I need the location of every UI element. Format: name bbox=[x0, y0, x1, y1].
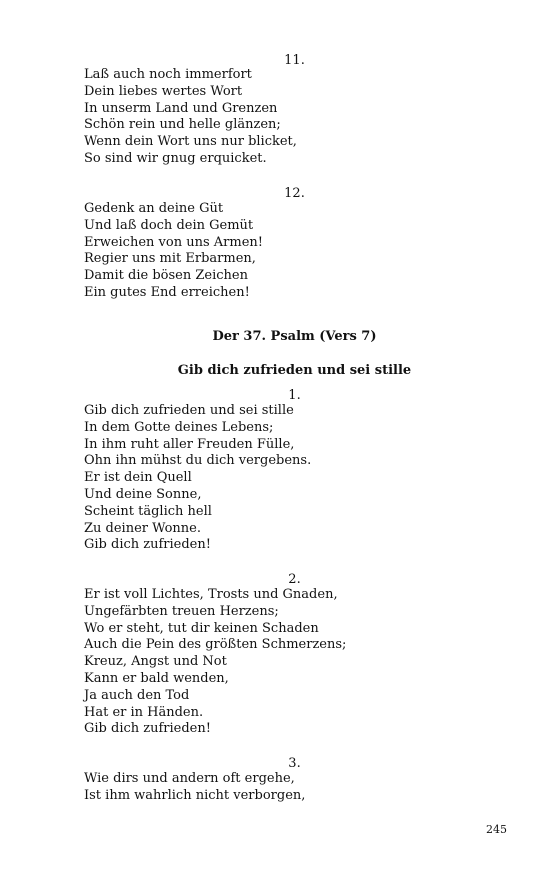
stanza-number: 11. bbox=[284, 53, 305, 68]
verse-line: Er ist voll Lichtes, Trosts und Gnaden, bbox=[84, 587, 338, 602]
stanza-number: 12. bbox=[284, 186, 305, 201]
verse-line: Scheint täglich hell bbox=[84, 503, 212, 519]
stanza-number: 1. bbox=[288, 388, 301, 403]
stanza-number: 3. bbox=[288, 756, 301, 771]
verse-line: Wie dirs und andern oft ergehe, bbox=[84, 771, 295, 786]
verse-line: Ist ihm wahrlich nicht verborgen, bbox=[84, 787, 306, 803]
verse-line: In unserm Land und Grenzen bbox=[84, 100, 278, 116]
verse-line: Gib dich zufrieden und sei stille bbox=[84, 403, 294, 418]
verse-line: Gib dich zufrieden! bbox=[84, 537, 211, 553]
verse-line: Ja auch den Tod bbox=[84, 687, 190, 703]
verse-line: Kann er bald wenden, bbox=[84, 670, 229, 686]
page-number: 245 bbox=[486, 823, 507, 836]
verse-line: Schön rein und helle glänzen; bbox=[84, 117, 281, 133]
verse-line: In dem Gotte deines Lebens; bbox=[84, 419, 274, 435]
stanza bbox=[84, 771, 484, 805]
verse-line: Erweichen von uns Armen! bbox=[84, 234, 263, 250]
verse-line: Zu deiner Wonne. bbox=[84, 520, 201, 536]
verse-line: Auch die Pein des größten Schmerzens; bbox=[84, 637, 347, 653]
verse-line: Regier uns mit Erbarmen, bbox=[84, 251, 256, 267]
stanza bbox=[84, 67, 484, 168]
verse-line: Ungefärbten treuen Herzens; bbox=[84, 603, 279, 619]
verse-line: Hat er in Händen. bbox=[84, 704, 204, 720]
verse-line: Laß auch noch immerfort bbox=[84, 67, 252, 82]
verse-line: Und laß doch dein Gemüt bbox=[84, 217, 254, 233]
verse-line: Gedenk an deine Güt bbox=[84, 201, 224, 216]
verse-line: Er ist dein Quell bbox=[84, 470, 192, 486]
stanza bbox=[84, 587, 484, 738]
verse-line: Wo er steht, tut dir keinen Schaden bbox=[84, 620, 319, 636]
hymn-title: Gib dich zufrieden und sei stille bbox=[177, 363, 412, 378]
verse-line: Dein liebes wertes Wort bbox=[84, 83, 243, 99]
stanza bbox=[84, 201, 484, 302]
verse-line: Kreuz, Angst und Not bbox=[84, 654, 227, 670]
verse-line: Damit die bösen Zeichen bbox=[84, 268, 248, 284]
verse-line: Ohn ihn mühst du dich vergebens. bbox=[84, 453, 312, 469]
verse-line: So sind wir gnug erquicket. bbox=[84, 150, 267, 166]
verse-line: Gib dich zufrieden! bbox=[84, 721, 211, 737]
stanza bbox=[84, 403, 484, 554]
verse-line: Und deine Sonne, bbox=[84, 486, 202, 502]
psalm-heading: Der 37. Psalm (Vers 7) bbox=[212, 329, 377, 344]
verse-line: Wenn dein Wort uns nur blicket, bbox=[84, 134, 297, 150]
stanza-number: 2. bbox=[288, 572, 301, 587]
verse-line: In ihm ruht aller Freuden Fülle, bbox=[84, 436, 295, 452]
verse-line: Ein gutes End erreichen! bbox=[84, 284, 250, 300]
